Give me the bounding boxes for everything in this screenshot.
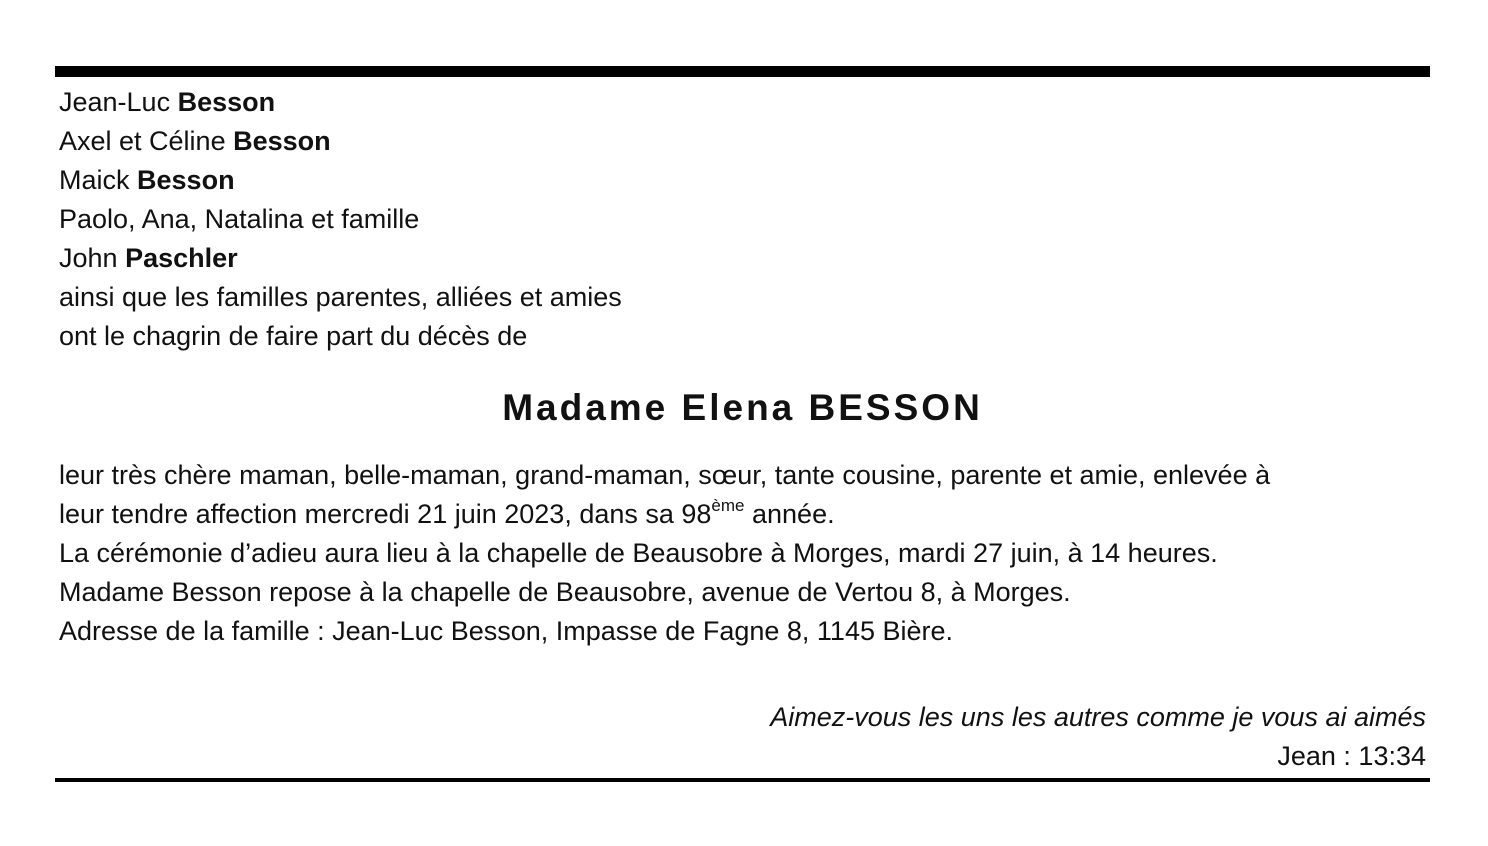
intro-line: ont le chagrin de faire part du décès de (59, 321, 528, 351)
signer-family-name: Besson (137, 165, 235, 195)
signer-given-name: Maick (59, 165, 130, 195)
signer-family-name: Besson (233, 126, 331, 156)
signer-given-name: John (59, 243, 118, 273)
body-line: Adresse de la famille : Jean-Luc Besson, Impasse de Fagne 8, 1145 Bière. (59, 616, 954, 646)
signer-given-name: Jean-Luc (59, 87, 171, 117)
body-line-text: année. (744, 499, 835, 529)
bible-verse (770, 698, 1426, 776)
verse-reference: Jean : 13:34 (1277, 741, 1426, 771)
ordinal-superscript: ème (711, 496, 745, 515)
body-line: La cérémonie d’adieu aura lieu à la chapelle de Beausobre à Morges, mardi 27 juin, à 14 heures. (59, 538, 1218, 568)
notice-body (55, 456, 1430, 651)
signer-family-name: Besson (177, 87, 276, 117)
body-line: Madame Besson repose à la chapelle de Beausobre, avenue de Vertou 8, à Morges. (59, 577, 1071, 607)
intro-line: ainsi que les familles parentes, alliées et amies (59, 282, 622, 312)
signer-line (55, 239, 1430, 278)
body-line-text: leur tendre affection mercredi 21 juin 2023, dans sa 98 (59, 499, 712, 529)
body-line: leur très chère maman, belle-maman, grand-maman, sœur, tante cousine, parente et amie, enlevée à (59, 460, 1271, 490)
body-line (55, 495, 1430, 534)
signer-family-name: Paschler (125, 243, 238, 273)
signer-line (55, 200, 1430, 239)
signer-line (55, 83, 1430, 122)
signer-line (55, 161, 1430, 200)
top-rule (55, 66, 1430, 77)
signer-line (55, 122, 1430, 161)
signer-given-name: Paolo, Ana, Natalina et famille (59, 204, 420, 234)
verse-quote: Aimez-vous les uns les autres comme je vous ai aimés (770, 702, 1426, 732)
bottom-rule (55, 778, 1430, 782)
obituary-notice (55, 66, 1430, 771)
deceased-name: Madame Elena BESSON (502, 387, 983, 428)
signer-given-name: Axel et Céline (59, 126, 226, 156)
signers-list (55, 83, 1430, 356)
